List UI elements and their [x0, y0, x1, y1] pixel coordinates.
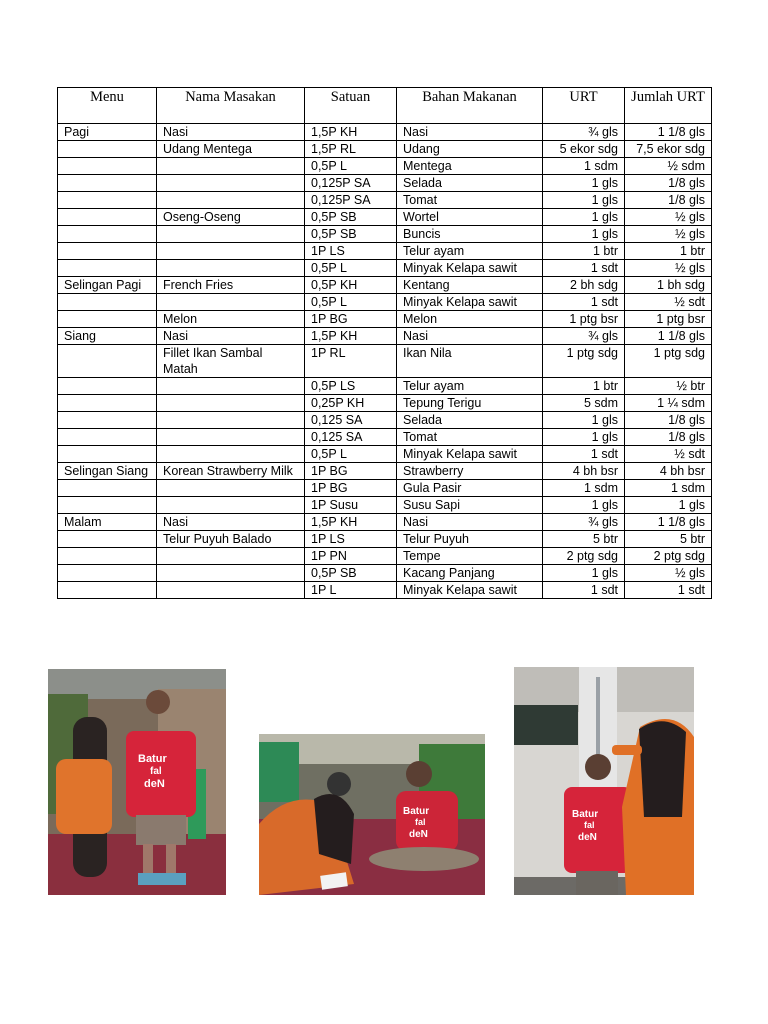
cell-satuan: 1,5P KH: [305, 124, 397, 141]
cell-nama-masakan: French Fries: [157, 277, 305, 294]
cell-bahan-makanan: Nasi: [397, 124, 543, 141]
cell-nama-masakan: [157, 294, 305, 311]
cell-nama-masakan: Telur Puyuh Balado: [157, 531, 305, 548]
cell-satuan: 0,125 SA: [305, 429, 397, 446]
table-row: [58, 243, 712, 260]
cell-jumlah-urt: 7,5 ekor sdg: [625, 141, 712, 158]
cell-menu: [58, 243, 157, 260]
cell-satuan: 0,125 SA: [305, 412, 397, 429]
cell-menu: [58, 175, 157, 192]
cell-bahan-makanan: Gula Pasir: [397, 480, 543, 497]
cell-satuan: 1P L: [305, 582, 397, 599]
cell-bahan-makanan: Tepung Terigu: [397, 395, 543, 412]
cell-bahan-makanan: Kentang: [397, 277, 543, 294]
cell-bahan-makanan: Selada: [397, 412, 543, 429]
cell-menu: [58, 158, 157, 175]
cell-menu: Malam: [58, 514, 157, 531]
table-row: [58, 531, 712, 548]
cell-urt: ¾ gls: [543, 124, 625, 141]
cell-jumlah-urt: 1 ptg sdg: [625, 345, 712, 378]
cell-nama-masakan: Nasi: [157, 514, 305, 531]
cell-nama-masakan: [157, 158, 305, 175]
cell-satuan: 0,125P SA: [305, 175, 397, 192]
cell-menu: [58, 141, 157, 158]
cell-nama-masakan: Nasi: [157, 328, 305, 345]
cell-bahan-makanan: Minyak Kelapa sawit: [397, 582, 543, 599]
cell-menu: [58, 209, 157, 226]
cell-bahan-makanan: Susu Sapi: [397, 497, 543, 514]
cell-nama-masakan: [157, 175, 305, 192]
table-row: [58, 277, 712, 294]
cell-menu: [58, 565, 157, 582]
cell-urt: 1 sdt: [543, 582, 625, 599]
cell-bahan-makanan: Strawberry: [397, 463, 543, 480]
cell-satuan: 0,125P SA: [305, 192, 397, 209]
cell-nama-masakan: [157, 480, 305, 497]
cell-menu: Pagi: [58, 124, 157, 141]
table-row: [58, 463, 712, 480]
cell-menu: [58, 395, 157, 412]
cell-menu: [58, 446, 157, 463]
cell-nama-masakan: Oseng-Oseng: [157, 209, 305, 226]
col-header-bahan-makanan: Bahan Makanan: [397, 88, 543, 124]
cell-urt: 1 gls: [543, 412, 625, 429]
cell-jumlah-urt: 5 btr: [625, 531, 712, 548]
col-header-urt: URT: [543, 88, 625, 124]
shirt-print: fal: [415, 817, 426, 827]
cell-nama-masakan: [157, 192, 305, 209]
col-header-satuan: Satuan: [305, 88, 397, 124]
photo-weighing: [48, 669, 226, 895]
table-row: [58, 514, 712, 531]
photo-interview: [259, 734, 485, 895]
cell-satuan: 1P RL: [305, 345, 397, 378]
cell-bahan-makanan: Tempe: [397, 548, 543, 565]
cell-nama-masakan: Korean Strawberry Milk: [157, 463, 305, 480]
cell-nama-masakan: [157, 260, 305, 277]
cell-jumlah-urt: 1 ¼ sdm: [625, 395, 712, 412]
cell-jumlah-urt: 1 sdm: [625, 480, 712, 497]
cell-urt: 5 btr: [543, 531, 625, 548]
table-row: [58, 412, 712, 429]
cell-jumlah-urt: 1 gls: [625, 497, 712, 514]
table-row: [58, 446, 712, 463]
cell-jumlah-urt: ½ gls: [625, 565, 712, 582]
cell-menu: Selingan Siang: [58, 463, 157, 480]
cell-satuan: 1P LS: [305, 243, 397, 260]
cell-jumlah-urt: 1 sdt: [625, 582, 712, 599]
cell-satuan: 0,5P LS: [305, 378, 397, 395]
table-row: [58, 395, 712, 412]
cell-satuan: 1P PN: [305, 548, 397, 565]
table-row: [58, 294, 712, 311]
cell-urt: 5 sdm: [543, 395, 625, 412]
cell-bahan-makanan: Nasi: [397, 328, 543, 345]
cell-menu: [58, 294, 157, 311]
cell-jumlah-urt: 2 ptg sdg: [625, 548, 712, 565]
menu-table: [57, 87, 712, 599]
cell-urt: 2 ptg sdg: [543, 548, 625, 565]
cell-jumlah-urt: ½ sdm: [625, 158, 712, 175]
table-row: [58, 226, 712, 243]
cell-urt: ¾ gls: [543, 328, 625, 345]
col-header-menu: Menu: [58, 88, 157, 124]
cell-bahan-makanan: Selada: [397, 175, 543, 192]
cell-satuan: 0,5P L: [305, 294, 397, 311]
cell-jumlah-urt: 1/8 gls: [625, 175, 712, 192]
table-row: [58, 429, 712, 446]
table-row: [58, 141, 712, 158]
cell-bahan-makanan: Telur ayam: [397, 243, 543, 260]
cell-bahan-makanan: Minyak Kelapa sawit: [397, 294, 543, 311]
table-row: [58, 260, 712, 277]
cell-nama-masakan: [157, 565, 305, 582]
cell-urt: 1 gls: [543, 192, 625, 209]
cell-satuan: 1P BG: [305, 463, 397, 480]
cell-menu: [58, 548, 157, 565]
cell-bahan-makanan: Nasi: [397, 514, 543, 531]
cell-urt: 1 btr: [543, 243, 625, 260]
cell-jumlah-urt: 1 ptg bsr: [625, 311, 712, 328]
cell-menu: [58, 378, 157, 395]
cell-urt: 1 sdm: [543, 480, 625, 497]
table-row: [58, 565, 712, 582]
cell-satuan: 0,5P SB: [305, 209, 397, 226]
cell-jumlah-urt: 4 bh bsr: [625, 463, 712, 480]
cell-urt: 1 gls: [543, 175, 625, 192]
cell-urt: 1 sdt: [543, 446, 625, 463]
table-row: [58, 548, 712, 565]
cell-menu: Selingan Pagi: [58, 277, 157, 294]
table-row: [58, 209, 712, 226]
shirt-print: deN: [578, 832, 597, 843]
shirt-print: Batur: [403, 806, 430, 817]
cell-menu: [58, 412, 157, 429]
photo-height-measurement: [514, 667, 694, 895]
cell-satuan: 1,5P KH: [305, 328, 397, 345]
table-row: [58, 582, 712, 599]
cell-urt: ¾ gls: [543, 514, 625, 531]
cell-satuan: 0,5P L: [305, 446, 397, 463]
cell-satuan: 0,5P SB: [305, 226, 397, 243]
cell-satuan: 1P BG: [305, 311, 397, 328]
cell-nama-masakan: [157, 446, 305, 463]
table-row: [58, 328, 712, 345]
cell-satuan: 0,5P L: [305, 158, 397, 175]
cell-jumlah-urt: ½ btr: [625, 378, 712, 395]
cell-satuan: 0,25P KH: [305, 395, 397, 412]
cell-urt: 1 gls: [543, 497, 625, 514]
cell-satuan: 0,5P KH: [305, 277, 397, 294]
cell-satuan: 1,5P RL: [305, 141, 397, 158]
table-row: [58, 192, 712, 209]
cell-nama-masakan: Fillet Ikan Sambal Matah: [157, 345, 305, 378]
cell-urt: 1 sdt: [543, 294, 625, 311]
cell-satuan: 1,5P KH: [305, 514, 397, 531]
cell-urt: 1 ptg sdg: [543, 345, 625, 378]
cell-menu: [58, 192, 157, 209]
cell-bahan-makanan: Melon: [397, 311, 543, 328]
cell-menu: [58, 497, 157, 514]
cell-urt: 1 gls: [543, 429, 625, 446]
cell-jumlah-urt: 1 bh sdg: [625, 277, 712, 294]
cell-jumlah-urt: ½ gls: [625, 226, 712, 243]
cell-nama-masakan: Udang Mentega: [157, 141, 305, 158]
cell-bahan-makanan: Ikan Nila: [397, 345, 543, 378]
shirt-print: deN: [409, 829, 428, 840]
table-row: [58, 497, 712, 514]
shirt-print: Batur: [572, 809, 599, 820]
cell-bahan-makanan: Udang: [397, 141, 543, 158]
cell-jumlah-urt: ½ gls: [625, 260, 712, 277]
cell-urt: 1 gls: [543, 226, 625, 243]
cell-jumlah-urt: ½ sdt: [625, 294, 712, 311]
cell-jumlah-urt: 1/8 gls: [625, 192, 712, 209]
cell-menu: [58, 345, 157, 378]
cell-urt: 1 gls: [543, 209, 625, 226]
cell-menu: [58, 531, 157, 548]
cell-nama-masakan: [157, 497, 305, 514]
cell-satuan: 1P LS: [305, 531, 397, 548]
cell-bahan-makanan: Mentega: [397, 158, 543, 175]
cell-jumlah-urt: 1/8 gls: [625, 429, 712, 446]
cell-nama-masakan: [157, 243, 305, 260]
cell-menu: [58, 226, 157, 243]
cell-bahan-makanan: Tomat: [397, 192, 543, 209]
cell-nama-masakan: Nasi: [157, 124, 305, 141]
cell-bahan-makanan: Tomat: [397, 429, 543, 446]
cell-urt: 1 gls: [543, 565, 625, 582]
cell-nama-masakan: [157, 395, 305, 412]
cell-menu: [58, 429, 157, 446]
cell-nama-masakan: Melon: [157, 311, 305, 328]
cell-urt: 5 ekor sdg: [543, 141, 625, 158]
shirt-print: fal: [150, 766, 162, 777]
cell-nama-masakan: [157, 582, 305, 599]
cell-bahan-makanan: Buncis: [397, 226, 543, 243]
cell-jumlah-urt: 1 btr: [625, 243, 712, 260]
table-row: [58, 175, 712, 192]
cell-urt: 2 bh sdg: [543, 277, 625, 294]
cell-nama-masakan: [157, 548, 305, 565]
table-row: [58, 480, 712, 497]
table-row: [58, 158, 712, 175]
cell-bahan-makanan: Wortel: [397, 209, 543, 226]
col-header-nama-masakan: Nama Masakan: [157, 88, 305, 124]
cell-jumlah-urt: 1 1/8 gls: [625, 124, 712, 141]
shirt-print: fal: [584, 820, 595, 830]
cell-jumlah-urt: 1 1/8 gls: [625, 328, 712, 345]
cell-urt: 4 bh bsr: [543, 463, 625, 480]
cell-urt: 1 btr: [543, 378, 625, 395]
cell-nama-masakan: [157, 429, 305, 446]
table-row: [58, 378, 712, 395]
cell-jumlah-urt: 1 1/8 gls: [625, 514, 712, 531]
cell-urt: 1 ptg bsr: [543, 311, 625, 328]
cell-jumlah-urt: ½ gls: [625, 209, 712, 226]
cell-satuan: 0,5P SB: [305, 565, 397, 582]
shirt-print: Batur: [138, 753, 167, 765]
cell-menu: [58, 582, 157, 599]
cell-urt: 1 sdm: [543, 158, 625, 175]
col-header-jumlah-urt: Jumlah URT: [625, 88, 712, 124]
cell-satuan: 1P BG: [305, 480, 397, 497]
table-row: [58, 345, 712, 378]
cell-satuan: 0,5P L: [305, 260, 397, 277]
cell-bahan-makanan: Minyak Kelapa sawit: [397, 260, 543, 277]
shirt-print: deN: [144, 778, 165, 790]
cell-nama-masakan: [157, 226, 305, 243]
cell-bahan-makanan: Minyak Kelapa sawit: [397, 446, 543, 463]
cell-menu: [58, 480, 157, 497]
cell-bahan-makanan: Kacang Panjang: [397, 565, 543, 582]
cell-menu: [58, 311, 157, 328]
cell-bahan-makanan: Telur Puyuh: [397, 531, 543, 548]
cell-bahan-makanan: Telur ayam: [397, 378, 543, 395]
cell-nama-masakan: [157, 412, 305, 429]
cell-jumlah-urt: 1/8 gls: [625, 412, 712, 429]
header-row: [58, 88, 712, 124]
table-row: [58, 124, 712, 141]
cell-urt: 1 sdt: [543, 260, 625, 277]
cell-menu: Siang: [58, 328, 157, 345]
table-row: [58, 311, 712, 328]
cell-menu: [58, 260, 157, 277]
cell-satuan: 1P Susu: [305, 497, 397, 514]
cell-nama-masakan: [157, 378, 305, 395]
cell-jumlah-urt: ½ sdt: [625, 446, 712, 463]
